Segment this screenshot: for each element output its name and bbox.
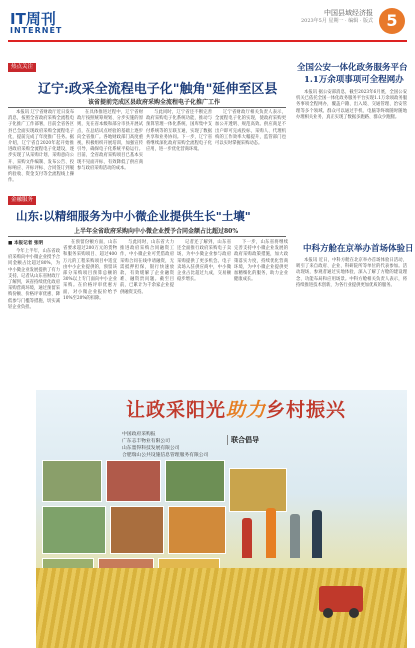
article2-col5: 下一步，山东省将继续完善支持中小微企业发展的政府采购政策措施，加大政策落实力度，持续优化营商环境，为中小微企业提供更加精细化的服务，助力企业健康成长。 [234,240,288,283]
article1-tag: 热点关注 [8,63,36,72]
sponsor-item: 中国政府采购报 [122,432,156,437]
section-subtitle: INTERNET [10,26,63,35]
side1-title-line2[interactable]: 1.1万余项事项可全程网办 [304,75,404,85]
side1-body: 本报讯 据公安部消息，截至2023年6月底，全国公安机关已依托全国一体化政务服务平台实现1.1万余项政务服务事项全程网办，覆盖户籍、出入境、交通管理、治安管理等多个领域。群众可以通过手机、电脑等终端随时随地办理相关业务，真正实现了数据多跑路、群众少跑腿。 [296,90,407,120]
side1-title-line1[interactable]: 全国公安一体化政务服务平台 [297,63,408,73]
article2-headline[interactable]: 山东:以精细服务为中小微企业提供生长"土壤" [16,209,251,223]
rural-revitalization-banner [36,390,407,648]
article1-col3: 与此同时，辽宁省还不断完善政府采购电子化系统功能，推动与预算管理一体化系统、国库集中支付系统等的互联互通，实现了数据共享和业务协同。下一步，辽宁省将继续深化政府采购全流程电子化应用，进一步优化营商环境。 [146,110,212,153]
article1-col1: 本报讯 辽宁省财政厅近日发布消息，按照全省政府采购全流程电子化推广工作部署，目前全省各区县已全面实现政府采购全流程电子化，提前完成了年度推广任务。据介绍，辽宁省自2020年起开始推进政府采购全流程电子化建设，逐步实现了从采购计划、采购意向公开、采购文件编制、发布公告、投标响应、开标评标、合同签订到履约验收、资金支付等全流程线上操作。 [8,110,74,184]
article2-rule [8,236,286,237]
photo-harvest [106,460,161,502]
paper-name: 中国县域经济报 [324,9,373,17]
photo-greenhouse [42,506,106,554]
photo-produce [168,506,226,554]
article2-col1: ■ 本报记者 张明 今年上半年，山东省政府采购向中小微企业授予合同金额占比超过80%，为中小微企业发展提供了有力支持。记者从山东省财政厅了解到，该省持续优化政府采购营商环境，通过预留采购份额、价格评审优惠、降低参与门槛等措施，切实减轻企业负担。 [8,241,60,310]
masthead [8,6,407,42]
article1-rule [8,107,286,108]
article2-byline: ■ 本报记者 张明 [8,241,44,246]
sponsor-item: 合肥瑞山公共设施信息管理服务有限公司 [122,453,209,458]
article1-subhead: 该省提前完成区县政府采购全流程电子化推广工作 [88,99,221,106]
sponsor-item: 山东墨得科技发展有限公司 [122,446,180,451]
photo-crops [165,460,225,502]
side2-title[interactable]: 中科方舱在京举办首场体验日 [303,244,414,254]
article2-col2: 在预留份额方面，山东省要求超过200万元的货物和服务采购项目、超过400万元的工程采购项目中适宜由中小企业提供的，预留该部分采购项目预算总额的30%以上专门面向中小企业采购。在价格评审优惠方面，对小微企业报价给予10%至20%的扣除。 [63,240,117,301]
farmer-figure [266,508,276,558]
article2-subhead: 上半年全省政府采购向中小微企业授予合同金额占比超过80% [74,228,239,235]
article1-col2: 在具体推进过程中，辽宁省财政厅按照统筹规划、分步实施的原则，先在省本级和部分市县开展试点，在总结试点经验的基础上逐步向全省推广。各地财政部门高度重视，积极组织开展培训，加强宣传引导，确保电子化系统平稳运行。目前，全省政府采购项目已基本实现不见面开标，有效降低了供应商参与政府采购活动的成本。 [77,110,143,171]
issue-info: 2023年5月 星期一 · 编辑 · 版式 [300,18,373,24]
photo-farmer-field [42,460,102,502]
sponsor-list [122,431,208,459]
side2-body: 本报讯 近日，中科方舱在北京举办首场体验日活动，吸引了来自政府、企业、科研院所等单位的代表参加。活动现场，参观者通过实地体验，深入了解了方舱的建设理念、功能布局和应用场景。中科方舱相关负责人表示，将持续推进技术创新，为各行业提供更加优质的服务。 [296,258,407,288]
farmer-figure [242,518,252,558]
photo-villagers [110,506,164,554]
page-number-badge: 5 [379,8,405,34]
photo-grain [229,468,287,512]
harvester-icon [319,586,363,612]
farmer-figure [290,514,300,558]
article2-col4: 记者还了解到，山东省还全面推行政府采购电子卖场，为中小微企业参与政府采购提供了更多机会。电子卖场入驻供应商中，中小微企业占比超过九成，交易额稳步增长。 [177,240,231,283]
article2-tag: 金融服务 [8,196,36,205]
article2-col3: 与此同时，山东省大力推进政府采购合同融资工作，中小微企业可凭借政府采购合同在线申请融资，无需抵押担保，银行快速放款，有效缓解了企业融资难、融资贵问题。截至目前，已累计为千余家企业提供融资支持。 [120,240,174,295]
article1-col4: 辽宁省财政厅相关负责人表示，全流程电子化的实现，使政府采购更加公开透明、规范高效。供应商足不出户即可完成投标，采购人、代理机构的工作效率大幅提升，监管部门也可以实时掌握采购动态。 [215,110,286,147]
section-title: IT周刊 [10,10,56,28]
article1-headline[interactable]: 辽宁:政采全流程电子化"触角"延伸至区县 [38,82,278,97]
farmer-figure [312,510,322,558]
joint-label: 联合倡导 [227,435,259,445]
sponsor-item: 广东志丰物业有限公司 [122,439,170,444]
banner-title: 让政采阳光助力乡村振兴 [126,399,347,421]
